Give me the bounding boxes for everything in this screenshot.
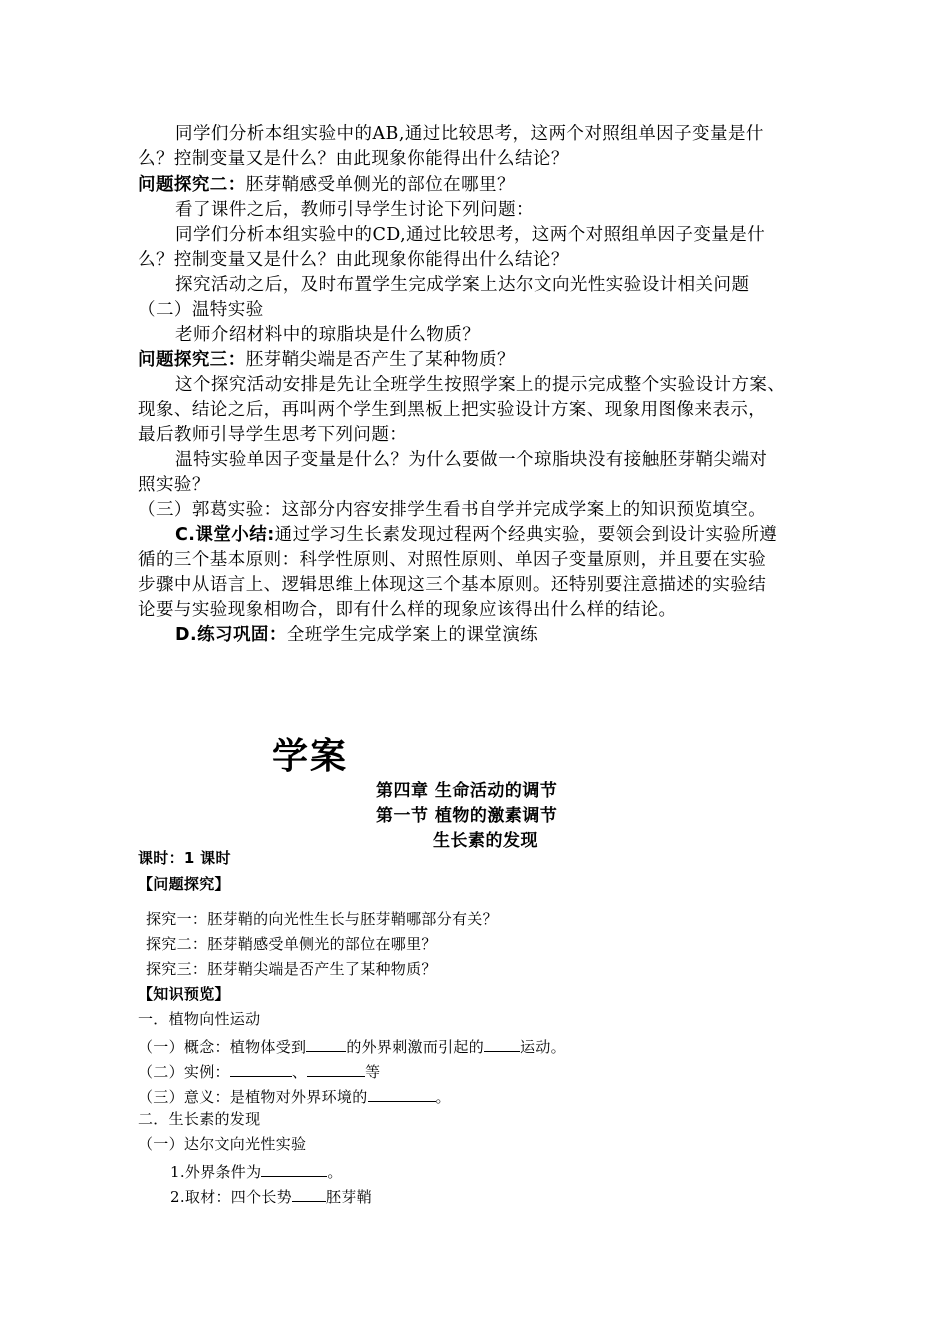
list-item — [170, 1187, 372, 1205]
preview-header: 【知识预览】 — [138, 985, 230, 1003]
section-heading: （三）郭葛实验：这部分内容安排学生看书自学并完成学案上的知识预览填空。 — [138, 500, 767, 520]
fill-text: 的外界刺激而引起的 — [346, 1038, 485, 1056]
fill-blank[interactable] — [307, 1062, 365, 1077]
paragraph-line: 老师介绍材料中的琼脂块是什么物质？ — [175, 325, 481, 345]
paragraph-line: 同学们分析本组实验中的CD,通过比较思考，这两个对照组单因子变量是什 — [175, 225, 766, 245]
paragraph-line: 看了课件之后，教师引导学生讨论下列问题： — [175, 200, 534, 220]
list-item — [170, 1162, 343, 1180]
section-heading: （二）温特实验 — [138, 300, 264, 320]
fill-text: 。 — [435, 1088, 451, 1106]
paragraph-line: 最后教师引导学生思考下列问题： — [138, 425, 408, 445]
practice-heading — [175, 627, 538, 645]
paragraph-line: 温特实验单因子变量是什么？为什么要做一个琼脂块没有接触胚芽鞘尖端对 — [175, 450, 768, 470]
paragraph-line: 照实验？ — [138, 475, 210, 495]
fill-text: 、 — [291, 1063, 308, 1081]
summary-text: 通过学习生长素发现过程两个经典实验，要领会到设计实验所遵 — [274, 525, 778, 545]
list-item — [138, 1037, 566, 1055]
list-item — [138, 1062, 380, 1080]
fill-text: 1.外界条件为 — [170, 1163, 262, 1181]
fill-blank[interactable] — [368, 1087, 436, 1102]
list-item: 二．生长素的发现 — [138, 1110, 261, 1128]
section-title: 第一节 植物的激素调节 — [376, 806, 558, 826]
list-item: 探究三：胚芽鞘尖端是否产生了某种物质？ — [146, 960, 437, 978]
fill-text: 2.取材：四个长势 — [170, 1188, 293, 1206]
fill-text: 等 — [365, 1063, 381, 1081]
problem-header: 【问题探究】 — [138, 875, 230, 893]
fill-blank[interactable] — [261, 1162, 327, 1177]
summary-heading — [175, 527, 777, 545]
paragraph-line: 论要与实验现象相吻合，即有什么样的现象应该得出什么样的结论。 — [138, 600, 677, 620]
question-text: 胚芽鞘尖端是否产生了某种物质？ — [245, 350, 515, 370]
question-heading — [138, 177, 515, 195]
paragraph-line: 循的三个基本原则：科学性原则、对照性原则、单因子变量原则，并且要在实验 — [138, 550, 767, 570]
list-item: 一．植物向性运动 — [138, 1010, 261, 1028]
paragraph-line: 步骤中从语言上、逻辑思维上体现这三个基本原则。还特别要注意描述的实验结 — [138, 575, 767, 595]
practice-label: D.练习巩固： — [175, 625, 287, 645]
summary-label: C.课堂小结: — [175, 525, 275, 545]
paragraph-line: 现象、结论之后，再叫两个学生到黑板上把实验设计方案、现象用图像来表示， — [138, 400, 767, 420]
fill-text: （三）意义：是植物对外界环境的 — [138, 1088, 368, 1106]
fill-text: （二）实例： — [138, 1063, 230, 1081]
class-hours: 课时：1 课时 — [138, 849, 231, 867]
fill-text: 胚芽鞘 — [326, 1188, 372, 1206]
fill-text: （一）概念：植物体受到 — [138, 1038, 307, 1056]
topic-title: 生长素的发现 — [433, 831, 538, 851]
list-item: （一）达尔文向光性实验 — [138, 1135, 307, 1153]
chapter-title: 第四章 生命活动的调节 — [376, 781, 558, 801]
question-label: 问题探究二： — [138, 175, 246, 195]
list-item — [138, 1087, 451, 1105]
practice-text: 全班学生完成学案上的课堂演练 — [286, 625, 539, 645]
fill-text: 。 — [327, 1163, 343, 1181]
list-item: 探究一：胚芽鞘的向光性生长与胚芽鞘哪部分有关？ — [146, 910, 498, 928]
question-label: 问题探究三： — [138, 350, 246, 370]
paragraph-line: 么？控制变量又是什么？由此现象你能得出什么结论？ — [138, 149, 569, 169]
fill-blank[interactable] — [230, 1062, 292, 1077]
paragraph-line: 同学们分析本组实验中的AB,通过比较思考，这两个对照组单因子变量是什 — [175, 124, 764, 144]
question-text: 胚芽鞘感受单侧光的部位在哪里？ — [245, 175, 515, 195]
fill-blank[interactable] — [306, 1037, 346, 1052]
paragraph-line: 探究活动之后，及时布置学生完成学案上达尔文向光性实验设计相关问题 — [175, 275, 750, 295]
fill-blank[interactable] — [292, 1187, 326, 1202]
question-heading — [138, 352, 515, 370]
list-item: 探究二：胚芽鞘感受单侧光的部位在哪里？ — [146, 935, 437, 953]
page-title: 学案 — [272, 736, 349, 777]
paragraph-line: 么？控制变量又是什么？由此现象你能得出什么结论？ — [138, 250, 569, 270]
fill-text: 运动。 — [520, 1038, 566, 1056]
fill-blank[interactable] — [484, 1037, 520, 1052]
paragraph-line: 这个探究活动安排是先让全班学生按照学案上的提示完成整个实验设计方案、 — [175, 375, 786, 395]
